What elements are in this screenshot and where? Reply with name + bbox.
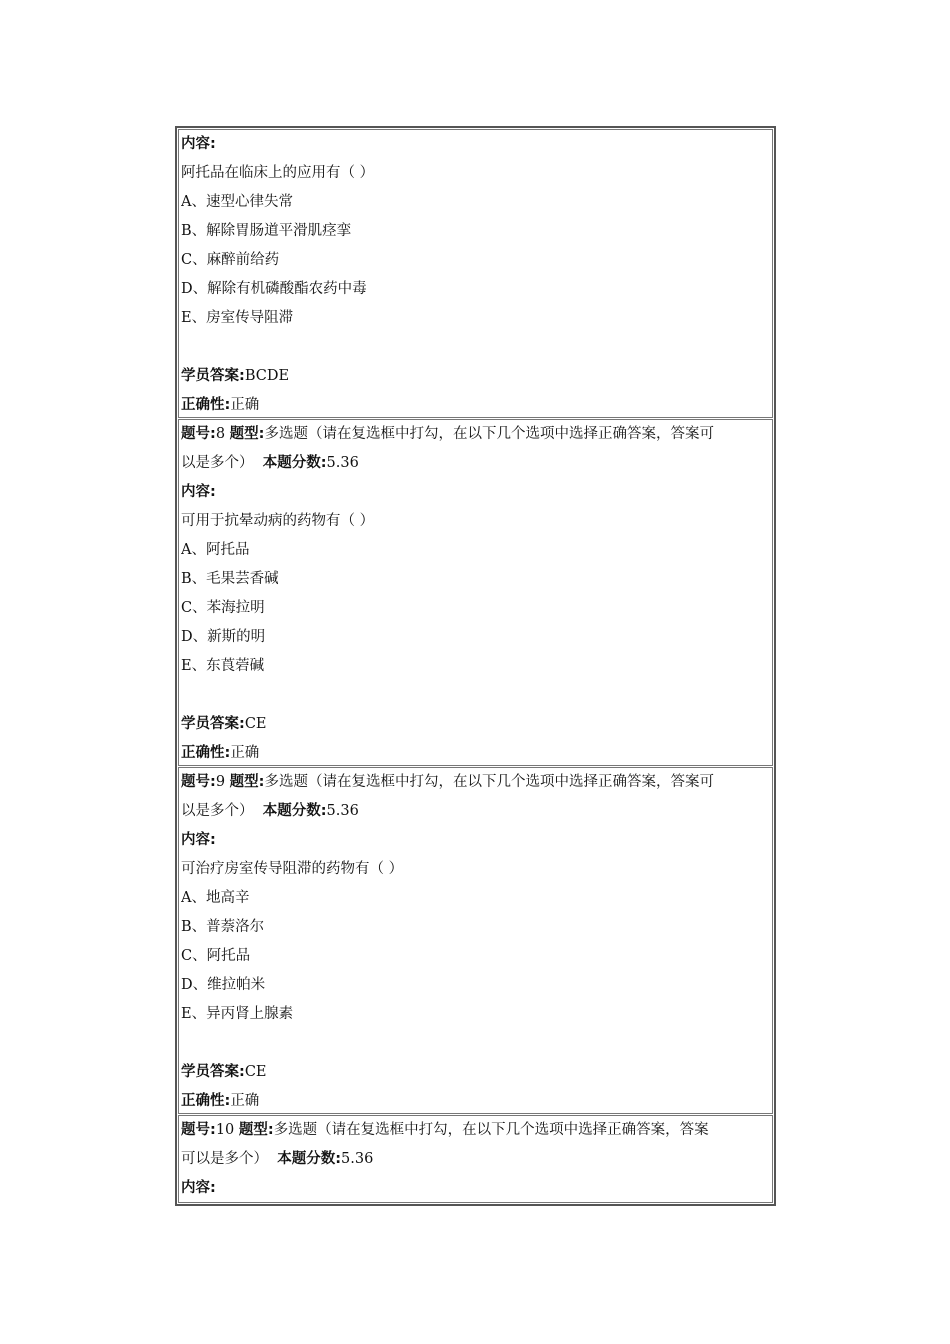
option-b: B、普萘洛尔 <box>181 919 265 935</box>
content-label: 内容: <box>181 136 216 152</box>
question-10-cell <box>178 1115 773 1203</box>
score-label: 本题分数: <box>262 803 327 819</box>
option-d: D、维拉帕米 <box>181 977 266 993</box>
question-number: 9 <box>215 774 226 790</box>
student-answer-label: 学员答案: <box>181 716 245 732</box>
student-answer-value: CE <box>244 716 267 732</box>
score-label: 本题分数: <box>277 1151 342 1167</box>
correctness-label: 正确性: <box>181 397 231 413</box>
question-stem: 可用于抗晕动病的药物有（ ） <box>181 513 375 529</box>
option-e: E、东莨菪碱 <box>181 658 265 674</box>
score-value: 5.36 <box>341 1151 374 1167</box>
question-type-cont: 以是多个） <box>181 803 254 819</box>
option-e: E、异丙肾上腺素 <box>181 1006 294 1022</box>
question-number-label: 题号: <box>181 426 216 442</box>
student-answer-label: 学员答案: <box>181 1064 245 1080</box>
correctness-value: 正确 <box>230 1093 260 1109</box>
option-a: A、地高辛 <box>181 890 250 906</box>
option-a: A、阿托品 <box>181 542 250 558</box>
option-a: A、速型心律失常 <box>181 194 293 210</box>
question-9-cell <box>178 767 773 1114</box>
student-answer-value: CE <box>244 1064 267 1080</box>
content-label: 内容: <box>181 832 216 848</box>
question-8-cell <box>178 419 773 766</box>
question-number: 10 <box>215 1122 235 1138</box>
option-c: C、阿托品 <box>181 948 251 964</box>
score-label: 本题分数: <box>262 455 327 471</box>
question-stem: 阿托品在临床上的应用有（ ） <box>181 165 375 181</box>
question-stem: 可治疗房室传导阻滞的药物有（ ） <box>181 861 404 877</box>
content-label: 内容: <box>181 484 216 500</box>
question-type: 多选题（请在复选框中打勾，在以下几个选项中选择正确答案，答案可 <box>264 774 714 790</box>
option-e: E、房室传导阻滞 <box>181 310 294 326</box>
student-answer-value: BCDE <box>244 368 290 384</box>
correctness-value: 正确 <box>230 397 260 413</box>
student-answer-label: 学员答案: <box>181 368 245 384</box>
score-value: 5.36 <box>326 455 359 471</box>
option-c: C、麻醉前给药 <box>181 252 280 268</box>
question-type-cont: 可以是多个） <box>181 1151 268 1167</box>
correctness-label: 正确性: <box>181 1093 231 1109</box>
correctness-label: 正确性: <box>181 745 231 761</box>
option-b: B、毛果芸香碱 <box>181 571 279 587</box>
question-number: 8 <box>215 426 226 442</box>
score-value: 5.36 <box>326 803 359 819</box>
content-label: 内容: <box>181 1180 216 1196</box>
question-type-label: 题型: <box>229 426 265 442</box>
question-number-label: 题号: <box>181 774 216 790</box>
question-type-label: 题型: <box>229 774 265 790</box>
question-type-cont: 以是多个） <box>181 455 254 471</box>
question-type-label: 题型: <box>238 1122 274 1138</box>
question-7-cell <box>178 129 773 418</box>
question-type: 多选题（请在复选框中打勾，在以下几个选项中选择正确答案，答案 <box>273 1122 709 1138</box>
option-d: D、新斯的明 <box>181 629 266 645</box>
option-b: B、解除胃肠道平滑肌痉挛 <box>181 223 352 239</box>
correctness-value: 正确 <box>230 745 260 761</box>
question-table <box>175 126 776 1206</box>
question-type: 多选题（请在复选框中打勾，在以下几个选项中选择正确答案，答案可 <box>264 426 714 442</box>
question-number-label: 题号: <box>181 1122 216 1138</box>
option-d: D、解除有机磷酸酯农药中毒 <box>181 281 367 297</box>
option-c: C、苯海拉明 <box>181 600 265 616</box>
